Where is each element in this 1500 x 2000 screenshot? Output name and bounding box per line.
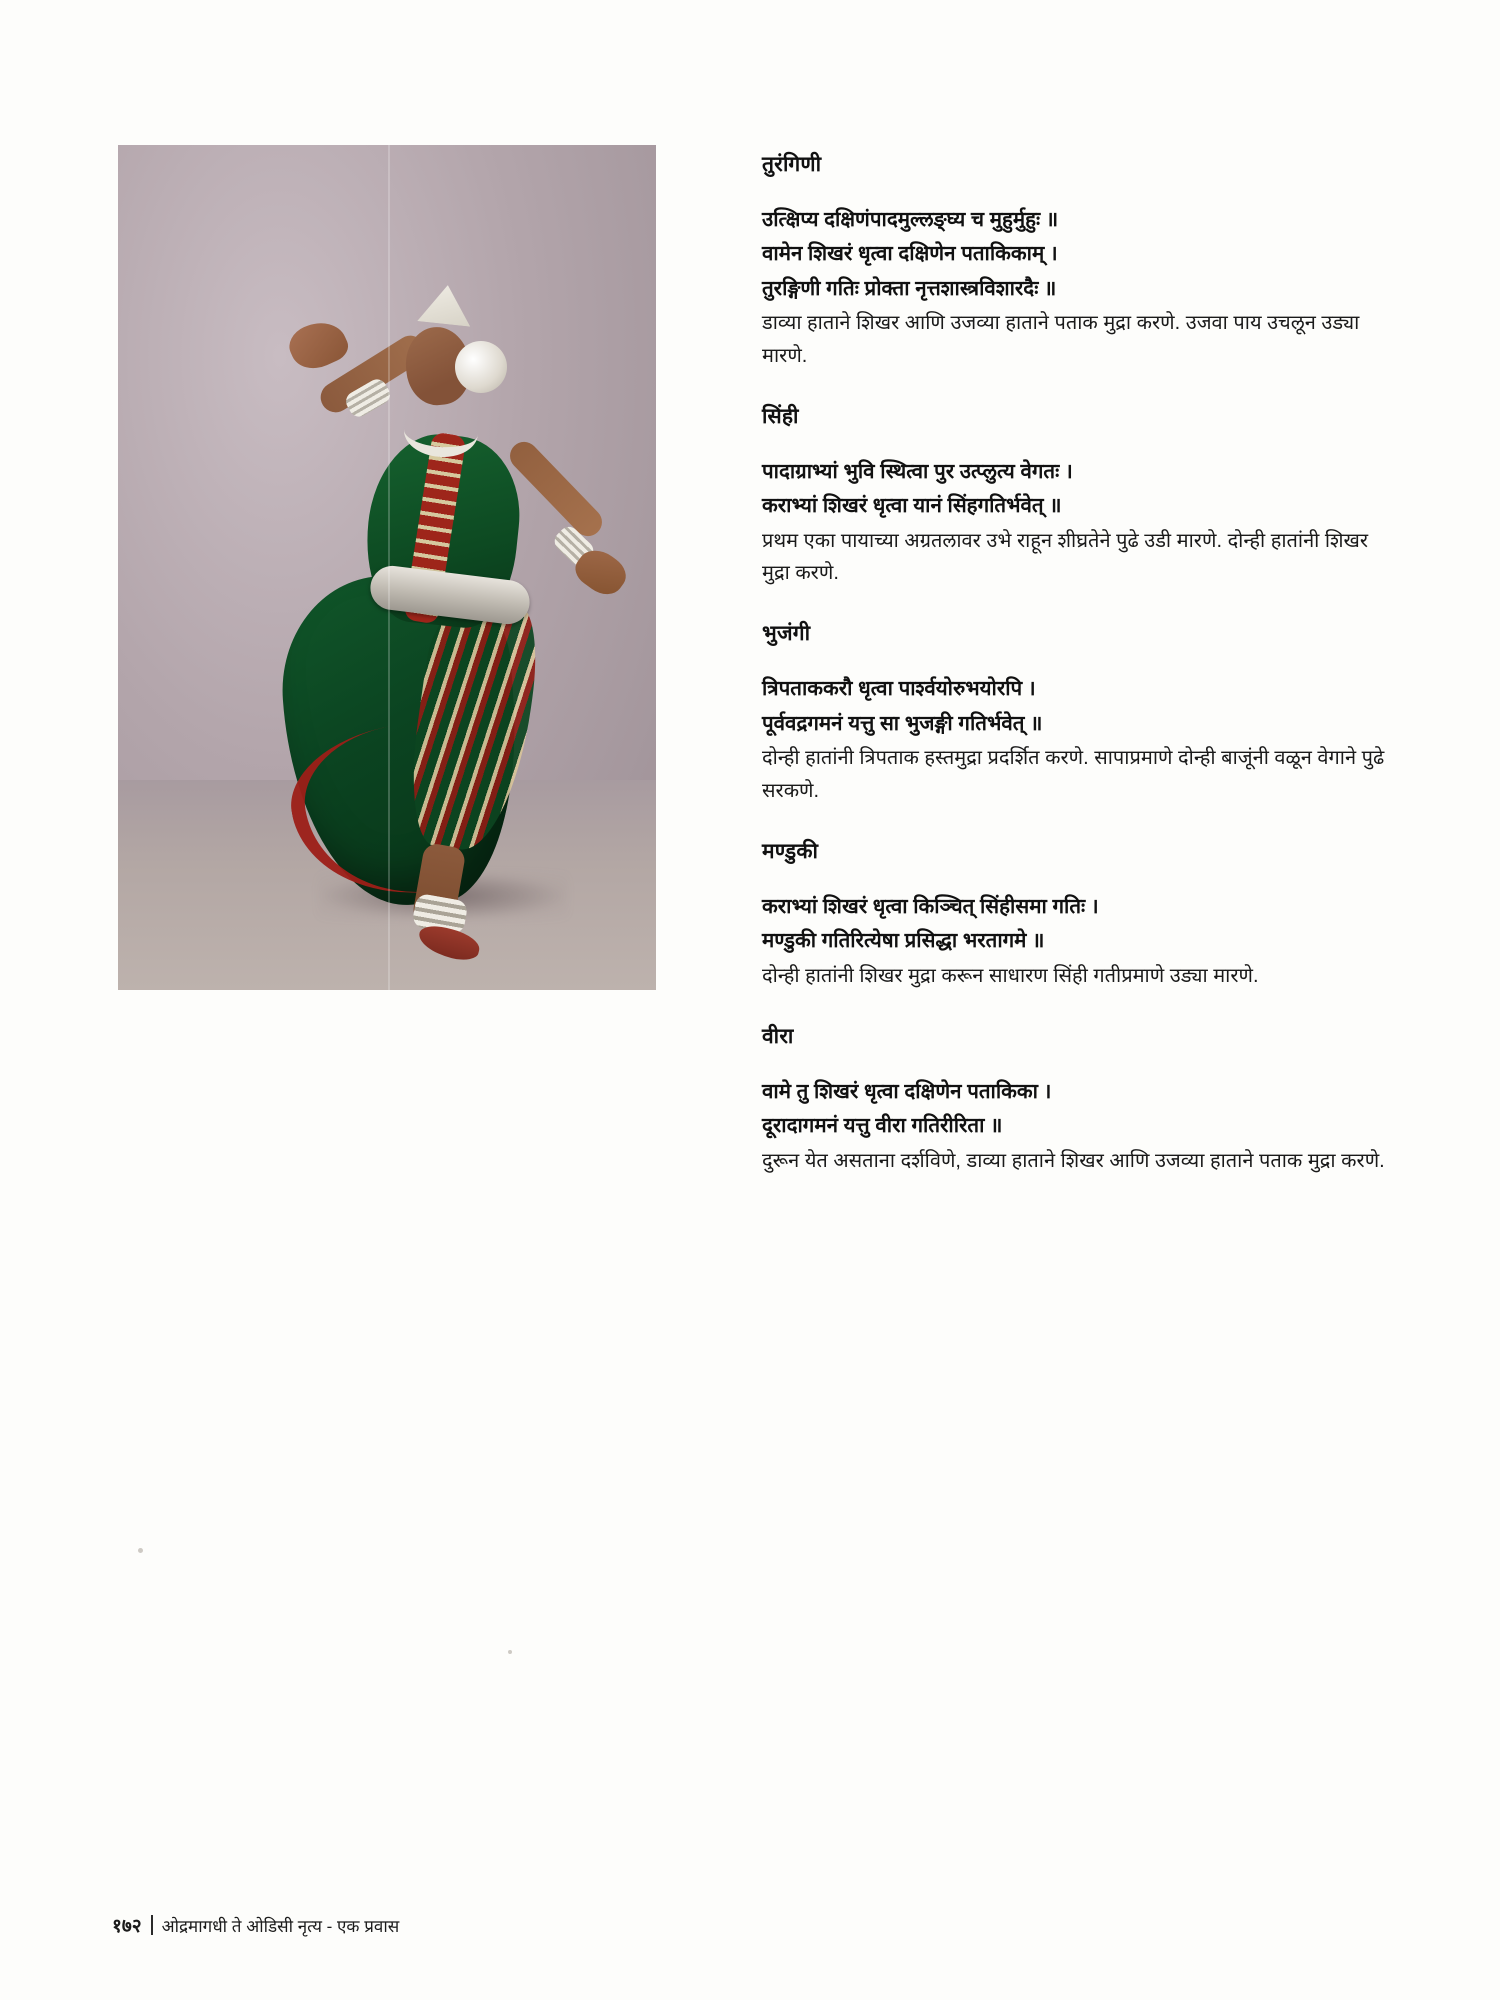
term-heading: तुरंगिणी [762,153,822,176]
term-heading: मण्डुकी [762,839,819,863]
entry-simhi [762,402,1392,590]
verse-line: पादाग्राभ्यां भुवि स्थित्वा पुर उत्प्लुत्य वेगतः । [762,459,1073,483]
verse-line: त्रिपताककरौ धृत्वा पार्श्वयोरुभयोरपि । [762,677,1036,701]
hair-bun-ornament [455,341,507,393]
entry-manduki [762,837,1392,992]
entry-turangini [762,150,1392,372]
raised-hand-mudra [283,314,352,377]
verse-line: वामे तु शिखरं धृत्वा दक्षिणेन पताकिका । [762,1080,1052,1104]
verse-line: कराभ्यां शिखरं धृत्वा किञ्चित् सिंहीसमा गतिः । [762,894,1099,918]
verse-line: वामेन शिखरं धृत्वा दक्षिणेन पताकिकाम् । [762,242,1058,266]
verse-line: पूर्ववद्रगमनं यत्तु सा भुजङ्गी गतिर्भवेत् ॥ [762,711,1043,735]
dancer-foot [416,922,483,964]
dancer-figure [118,145,656,990]
entry-veera [762,1022,1392,1177]
page-number: १७२ [112,1916,142,1937]
verse-line: तुरङ्गिणी गतिः प्रोक्ता नृत्तशास्त्रविशारदैः ॥ [762,276,1057,300]
verse-line: कराभ्यां शिखरं धृत्वा यानं सिंहगतिर्भवेत् ॥ [762,494,1062,518]
paper-speck [508,1650,512,1654]
gloss-text: डाव्या हाताने शिखर आणि उजव्या हाताने पताक मुद्रा करणे. उजवा पाय उचलून उड्या मारणे. [762,312,1360,367]
term-heading: सिंही [762,404,799,428]
footer-divider [151,1915,153,1935]
verse-line: मण्डुकी गतिरित्येषा प्रसिद्धा भरतागमे ॥ [762,929,1045,953]
page-footer [112,1912,399,1938]
gloss-text: दोन्ही हातांनी त्रिपताक हस्तमुद्रा प्रदर्शित करणे. सापाप्रमाणे दोन्ही बाजूंनी वळून वेगाने पुढे सरकणे. [762,747,1385,802]
text-column [762,150,1392,1177]
photo-fold-crease [388,145,390,990]
paper-speck [138,1548,143,1553]
extended-arm [504,436,608,542]
verse-line: दूरादागमनं यत्तु वीरा गतिरीरिता ॥ [762,1114,1003,1138]
gloss-text: दोन्ही हातांनी शिखर मुद्रा करून साधारण सिंही गतीप्रमाणे उड्या मारणे. [762,964,1259,987]
gloss-text: प्रथम एका पायाच्या अग्रतलावर उभे राहून शीघ्रतेने पुढे उडी मारणे. दोन्ही हातांनी शिखर मुद्रा करणे. [762,529,1369,585]
term-heading: भुजंगी [762,622,811,646]
gloss-text: दुरून येत असताना दर्शविणे, डाव्या हाताने शिखर आणि उजव्या हाताने पताक मुद्रा करणे. [762,1149,1385,1172]
entry-bhujangi [762,619,1392,807]
dancer-photograph [118,145,656,990]
term-heading: वीरा [762,1025,794,1049]
book-title: ओद्रमागधी ते ओडिसी नृत्य - एक प्रवास [161,1917,400,1936]
verse-line: उत्क्षिप्य दक्षिणंपादमुल्लङ्घ्य च मुहुर्मुहुः ॥ [762,208,1059,231]
